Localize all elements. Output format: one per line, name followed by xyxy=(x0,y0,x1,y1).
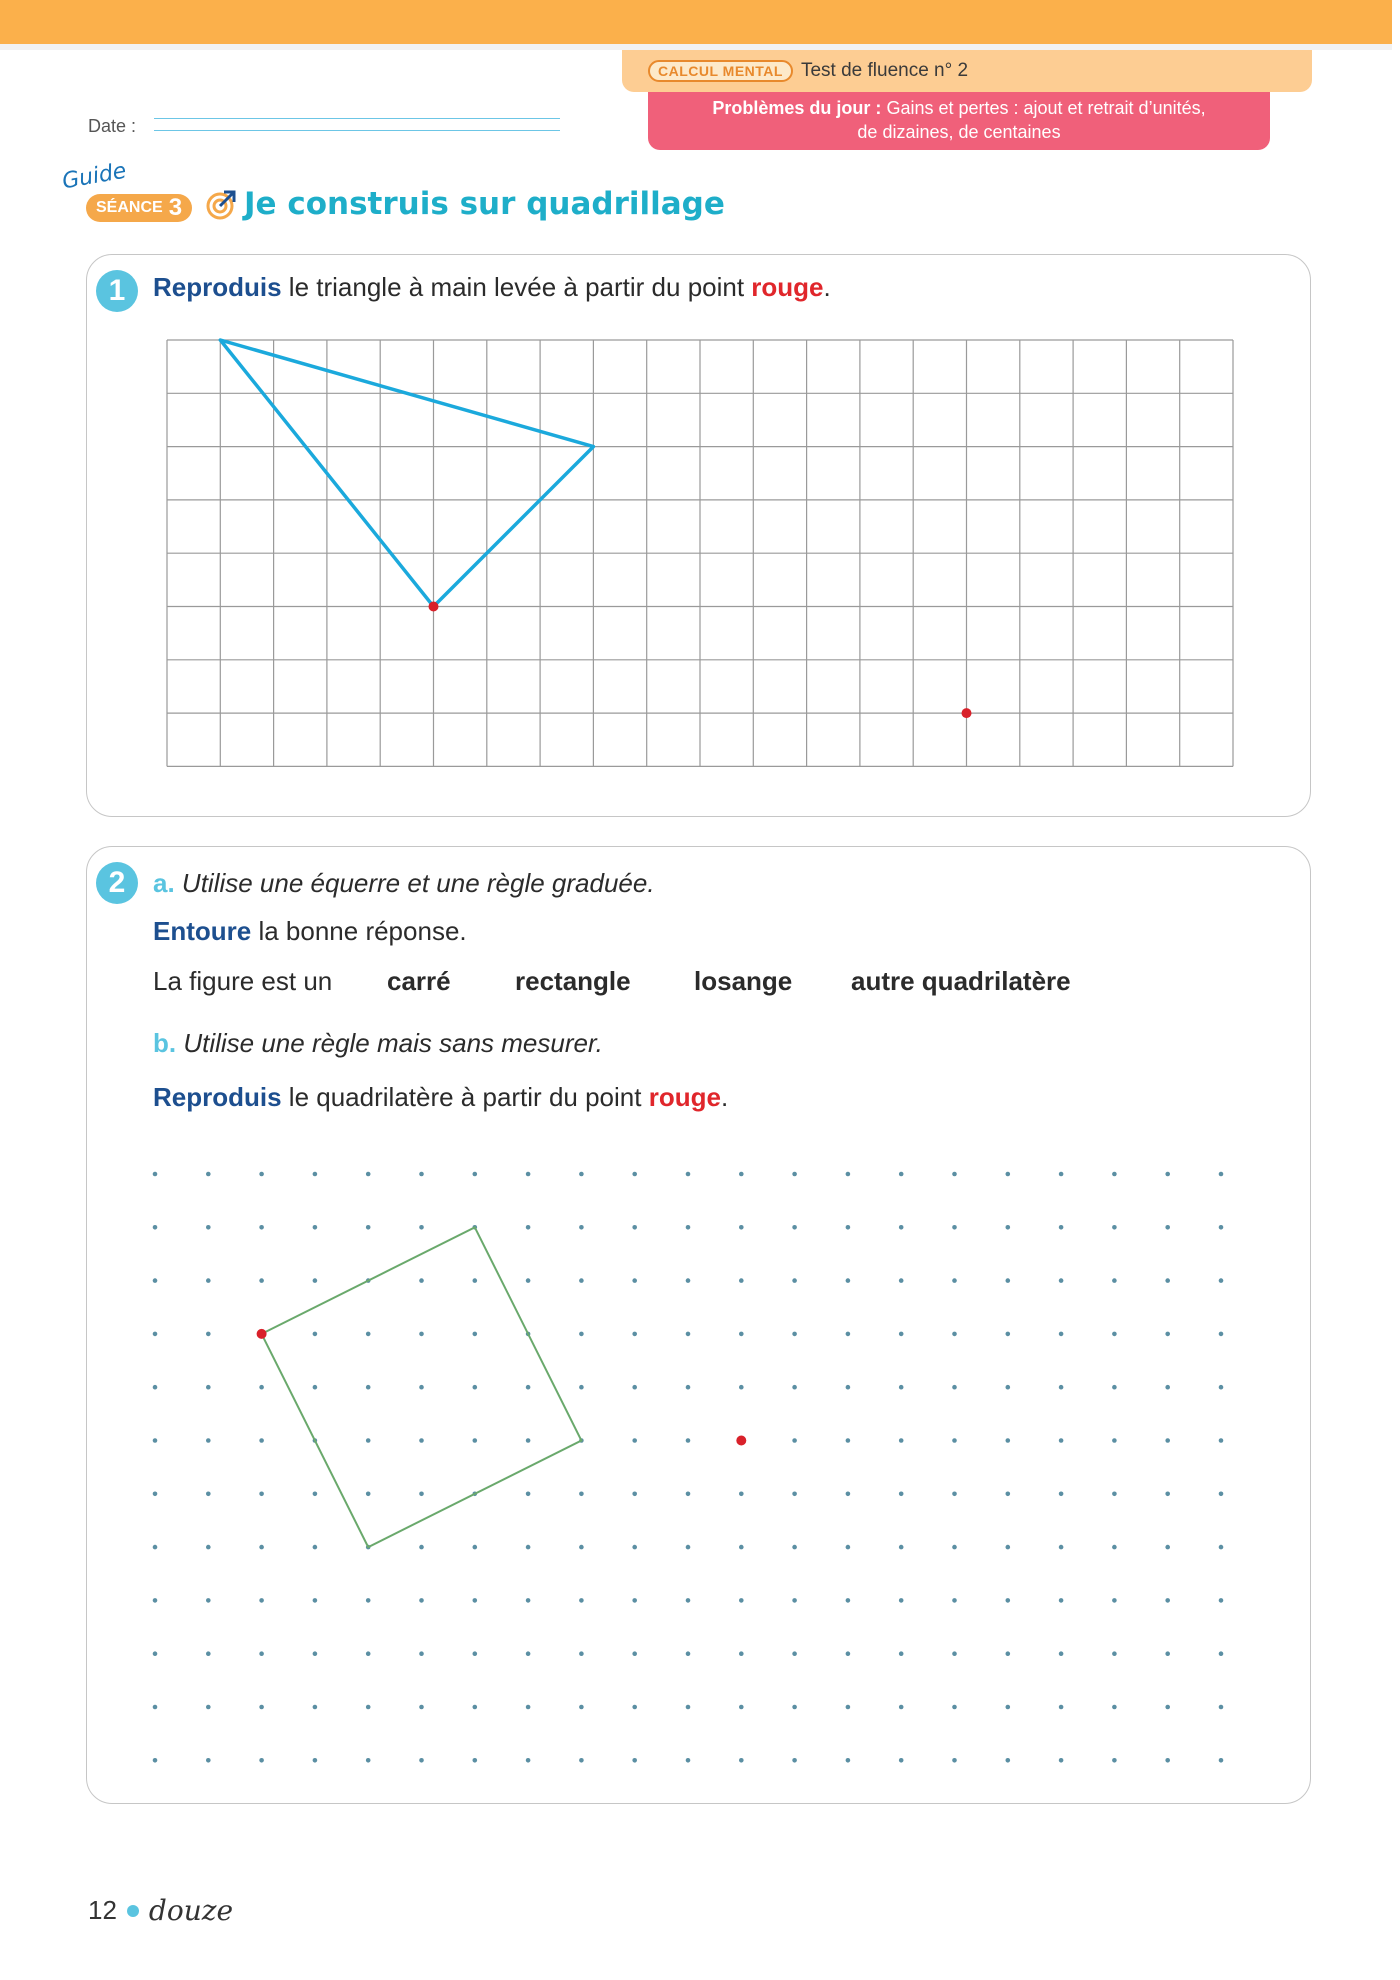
grid-dot xyxy=(259,1492,264,1497)
grid-dot xyxy=(366,1492,371,1497)
grid-dot xyxy=(1112,1598,1117,1603)
grid-dot xyxy=(1165,1492,1170,1497)
grid-dot xyxy=(1059,1598,1064,1603)
grid-dot xyxy=(952,1332,957,1337)
grid-dot xyxy=(899,1278,904,1283)
grid-dot xyxy=(686,1492,691,1497)
grid-dot xyxy=(1112,1545,1117,1550)
square-grid[interactable] xyxy=(167,340,1233,766)
grid-dot xyxy=(1006,1278,1011,1283)
grid-dot xyxy=(792,1598,797,1603)
grid-dot xyxy=(259,1598,264,1603)
grid-dot xyxy=(153,1705,158,1710)
exercise-2b-text2: le quadrilatère à partir du point xyxy=(281,1082,649,1112)
grid-dot xyxy=(153,1278,158,1283)
grid-dot xyxy=(366,1758,371,1763)
grid-dot xyxy=(206,1598,211,1603)
grid-dot xyxy=(686,1598,691,1603)
grid-dot xyxy=(259,1225,264,1230)
grid-dot xyxy=(899,1705,904,1710)
grid-dot xyxy=(259,1172,264,1177)
grid-dot xyxy=(846,1705,851,1710)
grid-dot xyxy=(526,1598,531,1603)
grid-dot xyxy=(1059,1225,1064,1230)
model-triangle xyxy=(220,340,593,607)
grid-dot xyxy=(419,1332,424,1337)
footer-dot xyxy=(127,1905,139,1917)
grid-dot xyxy=(473,1598,478,1603)
grid-dot xyxy=(846,1172,851,1177)
grid-dot xyxy=(792,1492,797,1497)
grid-dot xyxy=(1006,1492,1011,1497)
grid-dot xyxy=(632,1172,637,1177)
grid-dot xyxy=(739,1545,744,1550)
grid-dot xyxy=(473,1172,478,1177)
grid-dot xyxy=(632,1492,637,1497)
grid-dot xyxy=(1112,1758,1117,1763)
grid-dot xyxy=(792,1172,797,1177)
grid-dot xyxy=(632,1278,637,1283)
grid-dot xyxy=(1059,1438,1064,1443)
exercise-1-verb: Reproduis xyxy=(153,272,282,302)
grid-dot xyxy=(473,1438,478,1443)
quadrilateral-red-point xyxy=(257,1329,267,1339)
page-number: 12 xyxy=(88,1895,117,1925)
grid-dot xyxy=(1112,1225,1117,1230)
grid-dot xyxy=(313,1172,318,1177)
grid-dot xyxy=(313,1385,318,1390)
exercise-2b-end: . xyxy=(720,1082,729,1112)
grid-dot xyxy=(153,1545,158,1550)
exercise-1-text: le triangle à main levée à partir du point xyxy=(281,272,752,302)
grid-dot xyxy=(419,1172,424,1177)
grid-dot xyxy=(846,1651,851,1656)
grid-dot xyxy=(419,1385,424,1390)
grid-dot xyxy=(313,1278,318,1283)
grid-dot xyxy=(473,1705,478,1710)
grid-dot xyxy=(1165,1172,1170,1177)
grid-dot xyxy=(632,1651,637,1656)
grid-dot xyxy=(206,1705,211,1710)
grid-dot xyxy=(419,1598,424,1603)
grid-dot xyxy=(899,1545,904,1550)
grid-dot xyxy=(419,1651,424,1656)
grid-dot xyxy=(526,1385,531,1390)
exercise-2-circle-instruction xyxy=(153,916,467,947)
grid-dot xyxy=(366,1225,371,1230)
grid-dot xyxy=(1165,1598,1170,1603)
grid-dot xyxy=(366,1651,371,1656)
grid-dot xyxy=(1006,1438,1011,1443)
grid-dot xyxy=(473,1545,478,1550)
grid-dot xyxy=(1112,1651,1117,1656)
exercise-2-circle-verb: Entoure xyxy=(153,916,252,946)
grid-dot xyxy=(526,1705,531,1710)
exercise-2-circle-text: la bonne réponse. xyxy=(251,916,467,946)
grid-dot xyxy=(313,1651,318,1656)
grid-dot xyxy=(846,1545,851,1550)
grid-dot xyxy=(153,1438,158,1443)
grid-dot xyxy=(1112,1385,1117,1390)
problemes-label: Problèmes du jour : xyxy=(712,98,882,118)
grid-dot xyxy=(1006,1705,1011,1710)
grid-dot xyxy=(792,1438,797,1443)
grid-dot xyxy=(952,1225,957,1230)
grid-dot xyxy=(526,1545,531,1550)
dot-grid[interactable] xyxy=(153,1172,1224,1763)
grid-dot xyxy=(259,1278,264,1283)
grid-dot xyxy=(1112,1172,1117,1177)
exercise-2b-instruction xyxy=(153,1028,603,1059)
grid-dot xyxy=(366,1438,371,1443)
grid-dot xyxy=(153,1172,158,1177)
grid-dot xyxy=(313,1545,318,1550)
exercise-2b-red-word: rouge xyxy=(648,1082,721,1112)
grid-dot xyxy=(1059,1651,1064,1656)
grid-dot xyxy=(419,1492,424,1497)
grid-dot xyxy=(792,1705,797,1710)
grid-dot xyxy=(419,1225,424,1230)
grid-dot xyxy=(686,1758,691,1763)
grid-dot xyxy=(739,1705,744,1710)
grid-dot xyxy=(952,1278,957,1283)
grid-dot xyxy=(846,1278,851,1283)
grid-dot xyxy=(259,1438,264,1443)
grid-dot xyxy=(526,1225,531,1230)
grid-dot xyxy=(579,1492,584,1497)
grid-dot xyxy=(259,1705,264,1710)
grid-dot xyxy=(1059,1492,1064,1497)
grid-dot xyxy=(739,1225,744,1230)
grid-dot xyxy=(952,1758,957,1763)
grid-dot xyxy=(1165,1545,1170,1550)
grid-dot xyxy=(153,1332,158,1337)
grid-dot xyxy=(1112,1278,1117,1283)
grid-dot xyxy=(792,1332,797,1337)
exercise-2-number: 2 xyxy=(96,862,138,904)
grid-target-red-point[interactable] xyxy=(962,708,972,718)
grid-dot xyxy=(739,1278,744,1283)
exercise-1-number: 1 xyxy=(96,270,138,312)
grid-dot xyxy=(952,1385,957,1390)
exercise-1-end: . xyxy=(823,272,831,302)
grid-dot xyxy=(366,1385,371,1390)
problemes-line2: de dizaines, de centaines xyxy=(857,122,1061,142)
grid-dot xyxy=(313,1598,318,1603)
grid-dot xyxy=(206,1438,211,1443)
grid-dot xyxy=(846,1492,851,1497)
grid-dot xyxy=(739,1172,744,1177)
grid-dot xyxy=(846,1332,851,1337)
page-footer xyxy=(88,1894,233,1927)
grid-dot xyxy=(473,1278,478,1283)
grid-dot xyxy=(1219,1172,1224,1177)
grid-dot xyxy=(792,1225,797,1230)
grid-dot xyxy=(1219,1332,1224,1337)
grid-dot xyxy=(579,1172,584,1177)
grid-dot xyxy=(952,1598,957,1603)
grid-dot xyxy=(1112,1492,1117,1497)
grid-dot xyxy=(259,1651,264,1656)
grid-dot xyxy=(686,1438,691,1443)
grid-dot xyxy=(153,1385,158,1390)
exercise-2a-text: Utilise une équerre et une règle graduée. xyxy=(174,868,655,898)
grid-dot xyxy=(1219,1651,1224,1656)
grid-dot xyxy=(206,1225,211,1230)
date-label: Date : xyxy=(88,116,137,136)
grid-dot xyxy=(1059,1332,1064,1337)
grid-dot xyxy=(952,1651,957,1656)
grid-dot xyxy=(686,1332,691,1337)
grid-dot xyxy=(206,1172,211,1177)
exercise-2a-label: a. xyxy=(153,868,175,898)
grid-dot xyxy=(792,1545,797,1550)
grid-dot xyxy=(952,1705,957,1710)
grid-dot xyxy=(739,1385,744,1390)
grid-dot xyxy=(686,1705,691,1710)
grid-dot xyxy=(419,1278,424,1283)
grid-dot xyxy=(579,1225,584,1230)
grid-dot xyxy=(473,1651,478,1656)
seance-number: 3 xyxy=(168,194,183,221)
grid-dot xyxy=(1165,1332,1170,1337)
grid-dot xyxy=(1219,1385,1224,1390)
grid-dot xyxy=(579,1332,584,1337)
grid-dot xyxy=(1165,1651,1170,1656)
grid-dot xyxy=(153,1758,158,1763)
grid-dot xyxy=(526,1651,531,1656)
grid-dot xyxy=(1165,1438,1170,1443)
grid-dot xyxy=(313,1225,318,1230)
grid-dot xyxy=(1059,1705,1064,1710)
grid-dot xyxy=(1006,1598,1011,1603)
grid-dot xyxy=(526,1172,531,1177)
dot-grid-target-red-point[interactable] xyxy=(736,1436,746,1446)
guide-label: Guide xyxy=(60,158,129,195)
grid-dot xyxy=(473,1385,478,1390)
exercise-1-red-word: rouge xyxy=(751,272,824,302)
grid-dot xyxy=(952,1172,957,1177)
grid-dot xyxy=(1006,1545,1011,1550)
grid-dot xyxy=(1165,1385,1170,1390)
grid-dot xyxy=(579,1385,584,1390)
grid-dot xyxy=(899,1598,904,1603)
exercise-2b-reproduce-instruction xyxy=(153,1082,728,1113)
grid-dot xyxy=(952,1492,957,1497)
grid-dot xyxy=(899,1438,904,1443)
grid-dot xyxy=(899,1225,904,1230)
grid-dot xyxy=(1219,1705,1224,1710)
grid-dot xyxy=(1219,1758,1224,1763)
grid-dot xyxy=(632,1545,637,1550)
grid-dot xyxy=(1006,1758,1011,1763)
grid-dot xyxy=(366,1705,371,1710)
seance-label: SÉANCE xyxy=(96,199,163,216)
exercise-2b-text: Utilise une règle mais sans mesurer. xyxy=(176,1028,603,1058)
grid-dot xyxy=(1059,1758,1064,1763)
grid-dot xyxy=(632,1598,637,1603)
grid-dot xyxy=(792,1651,797,1656)
grid-dot xyxy=(366,1332,371,1337)
grid-dot xyxy=(686,1225,691,1230)
grid-dot xyxy=(1112,1332,1117,1337)
grid-dot xyxy=(579,1598,584,1603)
grid-dot xyxy=(206,1545,211,1550)
grid-dot xyxy=(846,1385,851,1390)
grid-dot xyxy=(792,1758,797,1763)
grid-dot xyxy=(1165,1758,1170,1763)
grid-dot xyxy=(259,1758,264,1763)
grid-dot xyxy=(632,1758,637,1763)
grid-dot xyxy=(1219,1492,1224,1497)
grid-dot xyxy=(206,1278,211,1283)
grid-dot xyxy=(1059,1278,1064,1283)
grid-dot xyxy=(846,1225,851,1230)
grid-dot xyxy=(899,1651,904,1656)
exercise-2b-label: b. xyxy=(153,1028,177,1058)
grid-dot xyxy=(899,1758,904,1763)
grid-dot xyxy=(526,1438,531,1443)
grid-dot xyxy=(846,1758,851,1763)
page-number-word: douze xyxy=(148,1894,234,1927)
grid-dot xyxy=(1219,1598,1224,1603)
grid-dot xyxy=(632,1385,637,1390)
grid-dot xyxy=(1219,1545,1224,1550)
grid-dot xyxy=(632,1332,637,1337)
grid-dot xyxy=(526,1492,531,1497)
grid-dot xyxy=(1165,1705,1170,1710)
grid-dot xyxy=(686,1172,691,1177)
grid-dot xyxy=(579,1278,584,1283)
grid-dot xyxy=(419,1545,424,1550)
grid-dot xyxy=(1006,1172,1011,1177)
grid-dot xyxy=(313,1332,318,1337)
grid-dot xyxy=(206,1492,211,1497)
grid-dot xyxy=(206,1651,211,1656)
grid-dot xyxy=(632,1438,637,1443)
grid-dot xyxy=(1219,1225,1224,1230)
grid-dot xyxy=(579,1545,584,1550)
grid-dot xyxy=(1112,1438,1117,1443)
grid-dot xyxy=(153,1651,158,1656)
grid-dot xyxy=(1006,1332,1011,1337)
grid-dot xyxy=(473,1332,478,1337)
grid-dot xyxy=(579,1705,584,1710)
grid-dot xyxy=(632,1225,637,1230)
grid-dot xyxy=(686,1385,691,1390)
grid-dot xyxy=(419,1438,424,1443)
grid-dot xyxy=(206,1758,211,1763)
fluence-test-label: Test de fluence n° 2 xyxy=(800,60,969,81)
grid-dot xyxy=(1059,1172,1064,1177)
grid-dot xyxy=(846,1598,851,1603)
grid-dot xyxy=(579,1758,584,1763)
lesson-title-text: Je construis sur quadrillage xyxy=(244,186,725,222)
grid-dot xyxy=(739,1492,744,1497)
triangle-red-point xyxy=(429,602,439,612)
grid-dot xyxy=(1112,1705,1117,1710)
grid-dot xyxy=(952,1545,957,1550)
grid-dot xyxy=(419,1758,424,1763)
grid-dot xyxy=(366,1172,371,1177)
grid-dot xyxy=(1219,1278,1224,1283)
grid-dot xyxy=(686,1545,691,1550)
grid-dot xyxy=(1059,1385,1064,1390)
grid-dot xyxy=(899,1332,904,1337)
grid-dot xyxy=(526,1278,531,1283)
choice-autre-quadrilatere[interactable]: autre quadrilatère xyxy=(851,966,1071,996)
grid-dot xyxy=(259,1545,264,1550)
choice-rectangle[interactable]: rectangle xyxy=(515,966,631,996)
grid-dot xyxy=(1006,1385,1011,1390)
grid-dot xyxy=(739,1332,744,1337)
grid-dot xyxy=(686,1651,691,1656)
grid-dot xyxy=(1006,1651,1011,1656)
grid-dot xyxy=(419,1705,424,1710)
grid-dot xyxy=(1165,1278,1170,1283)
choice-carre[interactable]: carré xyxy=(387,966,451,996)
grid-dot xyxy=(739,1758,744,1763)
grid-dot xyxy=(153,1492,158,1497)
grid-dot xyxy=(1006,1225,1011,1230)
grid-dot xyxy=(313,1758,318,1763)
problemes-line1: Gains et pertes : ajout et retrait d’unités, xyxy=(886,98,1206,118)
grid-dot xyxy=(206,1332,211,1337)
grid-dot xyxy=(313,1705,318,1710)
grid-dot xyxy=(313,1492,318,1497)
grid-dot xyxy=(206,1385,211,1390)
grid-dot xyxy=(899,1492,904,1497)
grid-dot xyxy=(792,1278,797,1283)
grid-dot xyxy=(526,1758,531,1763)
grid-dot xyxy=(686,1278,691,1283)
grid-dot xyxy=(579,1651,584,1656)
grid-dot xyxy=(259,1385,264,1390)
calcul-mental-badge: CALCUL MENTAL xyxy=(648,60,793,82)
grid-dot xyxy=(632,1705,637,1710)
grid-dot xyxy=(899,1172,904,1177)
grid-dot xyxy=(473,1758,478,1763)
exercise-2a-instruction xyxy=(153,868,655,899)
figure-est-un-label: La figure est un xyxy=(153,966,333,996)
grid-dot xyxy=(739,1598,744,1603)
grid-dot xyxy=(1165,1225,1170,1230)
grid-dot xyxy=(952,1438,957,1443)
grid-dot xyxy=(792,1385,797,1390)
exercise-2b-verb: Reproduis xyxy=(153,1082,282,1112)
grid-dot xyxy=(1219,1438,1224,1443)
grid-dot xyxy=(366,1598,371,1603)
grid-dot xyxy=(846,1438,851,1443)
grid-dot xyxy=(739,1651,744,1656)
grid-dot xyxy=(1059,1545,1064,1550)
grid-dot xyxy=(899,1385,904,1390)
choice-losange[interactable]: losange xyxy=(694,966,793,996)
grid-dot xyxy=(153,1225,158,1230)
grid-dot xyxy=(153,1598,158,1603)
